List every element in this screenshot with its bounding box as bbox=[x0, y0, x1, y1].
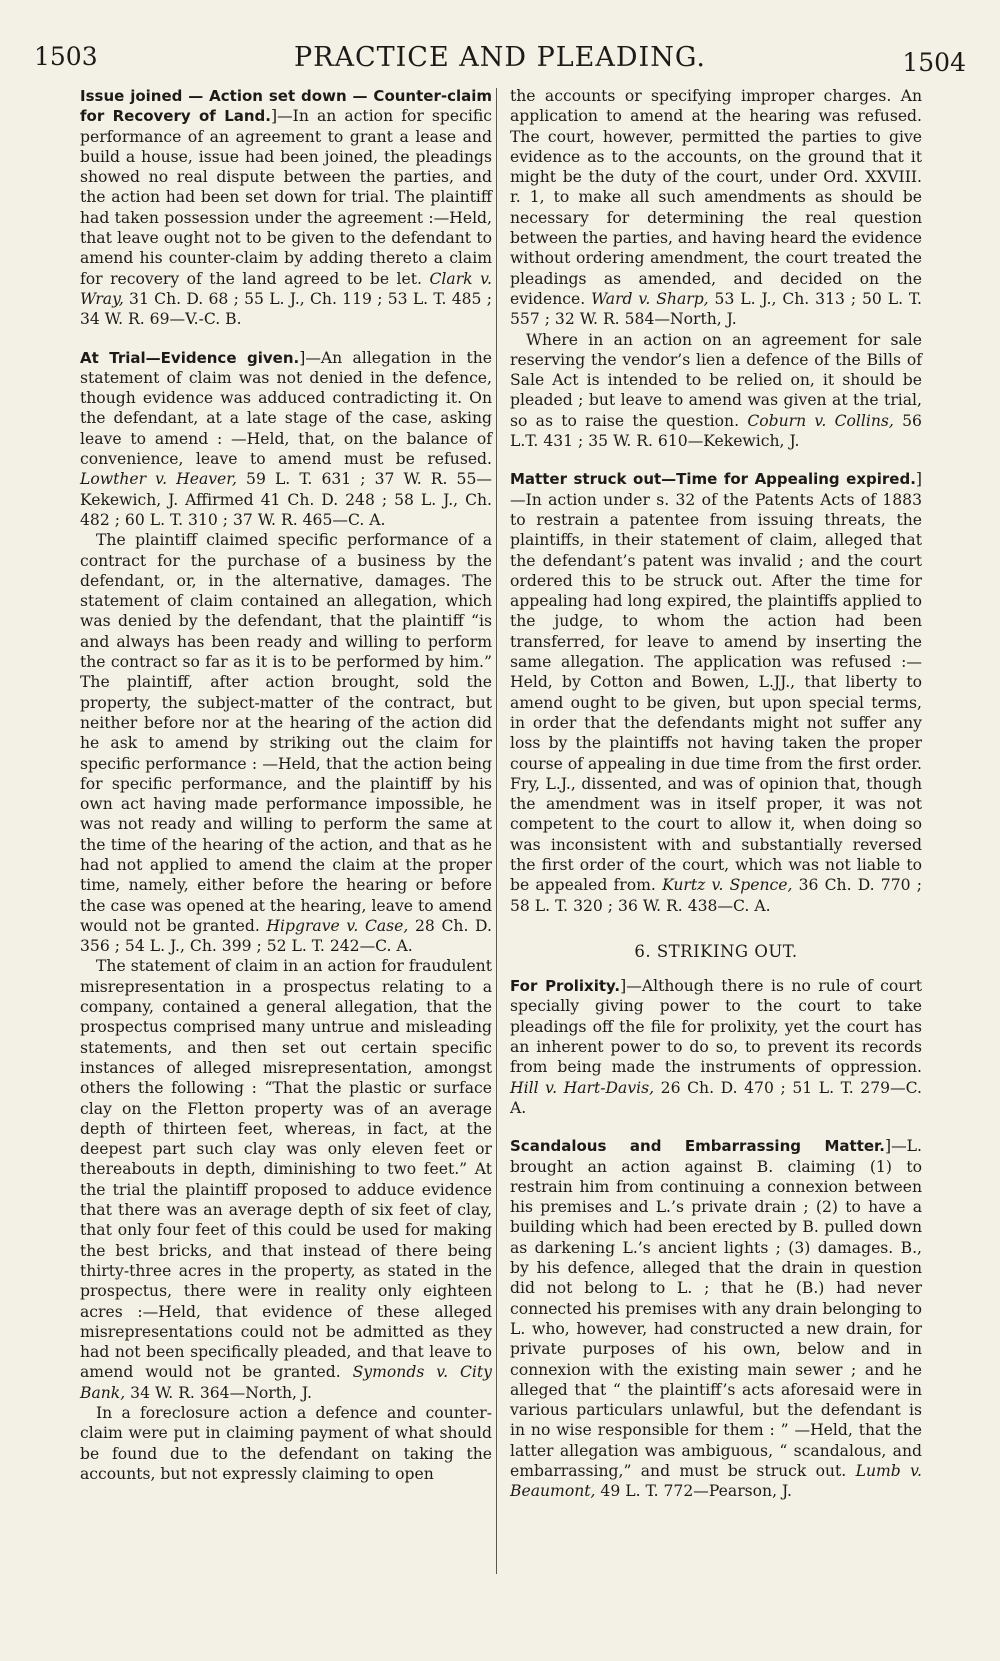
paragraph-text: the accounts or specifying improper charges. An application to amend at the hearing was refused. The court, however, permitted the parties to give evidence as to the accounts, on the ground that it might be the duty of the court, under Ord. XXVIII. r. 1, to make all such amendments as should be necessary for determining the real question between the parties, and having heard the evidence without ordering amendment, the court treated the pleadings as amended, and decided on the evidence. bbox=[510, 87, 923, 308]
citation: 59 L. T. 631 ; 37 W. R. 55—Kekewich, J. Affirmed 41 Ch. D. 248 ; 58 L. J., Ch. 482 ; 60 L. T. 310 ; 37 W. R. 465—C. A. bbox=[80, 470, 492, 529]
paragraph bbox=[80, 86, 492, 330]
paragraph bbox=[510, 86, 922, 330]
right-column bbox=[510, 86, 922, 1502]
paragraph bbox=[80, 1403, 492, 1484]
case-name: Ward v. Sharp, bbox=[591, 289, 709, 308]
paragraph bbox=[80, 530, 492, 956]
paragraph-text: In a foreclosure action a defence and counter-claim were put in claiming payment of what should be found due to the defendant on taking the accounts, but not expressly claiming to open bbox=[80, 1404, 492, 1483]
case-name: Symonds v. City Bank, bbox=[80, 1363, 492, 1402]
citation: 36 Ch. D. 770 ; 58 L. T. 320 ; 36 W. R. 438—C. A. bbox=[510, 876, 922, 915]
left-column bbox=[80, 86, 492, 1484]
page-number-right: 1504 bbox=[902, 48, 966, 77]
paragraph-text: ]—In action under s. 32 of the Patents Acts of 1883 to restrain a patentee from issuing threats, the plaintiffs, in their statement of claim, alleged that the defendant’s patent was invalid ; and the court ordered this to be struck out. After the time for appealing had long expired, the plaintiffs applied to the judge, to whom the action had been transferred, for leave to amend by inserting the same allegation. The application was refused :—Held, by Cotton and Bowen, L.JJ., that liberty to amend ought to be given, but upon special terms, in order that the defendants might not suffer any loss by the plaintiffs not having taken the proper course of appealing in due time from the first order. Fry, L.J., dissented, and was of opinion that, though the amendment was in itself proper, it was not competent to the court to allow it, when doing so was inconsistent with and substantially reversed the first order of the court, which was not liable to be appealed from. bbox=[510, 470, 922, 895]
paragraph-text: The statement of claim in an action for fraudulent misrepresentation in a prospectus relating to a company, contained a general allegation, that the prospectus comprised many untrue and misleading statements, and then set out certain specific instances of alleged misrepresentation, amongst others the following : “That the plastic or surface clay on the Fletton property was of an average depth of thirteen feet, whereas, in fact, at the deepest part such clay was only eleven feet or thereabouts in depth, diminishing to two feet.” At the trial the plaintiff proposed to adduce evidence that there was an average depth of six feet of clay, that only four feet of this could be used for making the best bricks, and that instead of there being thirty-three acres in the property, as stated in the prospectus, there were in reality only eighteen acres :—Held, that evidence of these alleged misrepresentations could not be admitted as they had not been specifically pleaded, and that leave to amend would not be granted. bbox=[80, 957, 492, 1382]
case-name: Clark v. Wray, bbox=[80, 269, 492, 308]
running-title: PRACTICE AND PLEADING. bbox=[293, 42, 707, 73]
paragraph bbox=[510, 330, 922, 452]
paragraph-text: The plaintiff claimed specific performance of a contract for the purchase of a business by the defendant, or, in the alternative, damages. The statement of claim contained an allegation, which was denied by the defendant, that the plaintiff “is and always has been ready and willing to perform the contract so far as it is to be performed by him.” The plaintiff, after action brought, sold the property, the subject-matter of the contract, but neither before nor at the hearing of the action did he ask to amend by striking out the claim for specific performance : —Held, that the action being for specific performance, and the plaintiff by his own act having made performance impossible, he was not ready and willing to perform the same at the time of the hearing of the action, and that as he had not applied to amend the claim at the proper time, namely, either before the hearing or before the case was opened at the hearing, leave to amend would not be granted. bbox=[80, 531, 492, 935]
citation: 56 L.T. 431 ; 35 W. R. 610—Kekewich, J. bbox=[510, 411, 922, 451]
paragraph-text: ]—An allegation in the statement of claim was not denied in the defence, though evidence was adduced contradicting it. On the defendant, at a late stage of the case, asking leave to amend : —Held, that, on the balance of convenience, leave to amend must be refused. bbox=[80, 348, 492, 469]
page-number-left: 1503 bbox=[34, 42, 98, 71]
page-header bbox=[34, 42, 966, 86]
paragraph-heading: At Trial—Evidence given. bbox=[80, 348, 300, 367]
citation: 53 L. J., Ch. 313 ; 50 L. T. 557 ; 32 W. R. 584—North, J. bbox=[510, 289, 922, 329]
paragraph-heading: Issue joined — Action set down — Counter-claim for Recovery of Land. bbox=[80, 87, 492, 126]
paragraph-text: ]—In an action for specific performance of an agreement to grant a lease and build a house, issue had been joined, the pleadings showed no real dispute between the parties, and the action had been set down for trial. The plaintiff had taken possession under the agreement :—Held, that leave ought not to be given to the defendant to amend his counter-claim by adding thereto a claim for recovery of the land agreed to be let. bbox=[80, 107, 492, 288]
case-name: Kurtz v. Spence, bbox=[662, 876, 793, 895]
column-divider bbox=[496, 88, 497, 1574]
paragraph-heading: Matter struck out—Time for Appealing expired. bbox=[510, 470, 916, 489]
citation: 34 W. R. 364—North, J. bbox=[125, 1383, 312, 1402]
paragraph-text: ]—Although there is no rule of court specially giving power to the court to take pleadings off the file for prolixity, yet the court has an inherent power to do so, to prevent its records from being made the instruments of oppression. bbox=[510, 977, 922, 1077]
paragraph-heading: For Prolixity. bbox=[510, 977, 621, 996]
paragraph bbox=[80, 348, 492, 531]
case-name: Hipgrave v. Case, bbox=[266, 916, 409, 935]
paragraph bbox=[510, 976, 922, 1118]
case-name: Coburn v. Collins, bbox=[747, 411, 894, 430]
paragraph bbox=[510, 469, 922, 916]
paragraph-text: Where in an action on an agreement for sale reserving the vendor’s lien a defence of the Bills of Sale Act is intended to be relied on, it should be pleaded ; but leave to amend was given at the trial, so as to raise the question. bbox=[510, 330, 922, 430]
case-name: Lowther v. Heaver, bbox=[80, 470, 237, 489]
citation: 26 Ch. D. 470 ; 51 L. T. 279—C. A. bbox=[510, 1078, 922, 1117]
citation: 49 L. T. 772—Pearson, J. bbox=[595, 1482, 792, 1501]
paragraph-heading: Scandalous and Embarrassing Matter. bbox=[510, 1137, 885, 1156]
citation: 31 Ch. D. 68 ; 55 L. J., Ch. 119 ; 53 L. T. 485 ; 34 W. R. 69—V.-C. B. bbox=[80, 289, 492, 329]
citation: 28 Ch. D. 356 ; 54 L. J., Ch. 399 ; 52 L. T. 242—C. A. bbox=[80, 916, 492, 956]
section-title: 6. STRIKING OUT. bbox=[634, 941, 798, 961]
case-name: Hill v. Hart-Davis, bbox=[510, 1078, 655, 1097]
paragraph bbox=[80, 956, 492, 1403]
case-name: Lumb v. Beaumont, bbox=[510, 1462, 922, 1501]
paragraph bbox=[510, 1136, 922, 1501]
paragraph-text: ]—L. brought an action against B. claiming (1) to restrain him from continuing a connexion between his premises and L.’s private drain ; (2) to have a building which had been erected by B. pulled down as darkening L.’s ancient lights ; (3) damages. B., by his defence, alleged that the drain in question did not belong to L. ; that he (B.) had never connected his premises with any drain belonging to L. who, however, had constructed a new drain, for private purposes of his own, below and in connexion with the existing main sewer ; and he alleged that “ the plaintiff’s acts aforesaid were in various particulars unlawful, but the defendant is in no wise responsible for them : ” —Held, that the latter allegation was ambiguous, “ scandalous, and embarrassing,” and must be struck out. bbox=[510, 1137, 922, 1480]
